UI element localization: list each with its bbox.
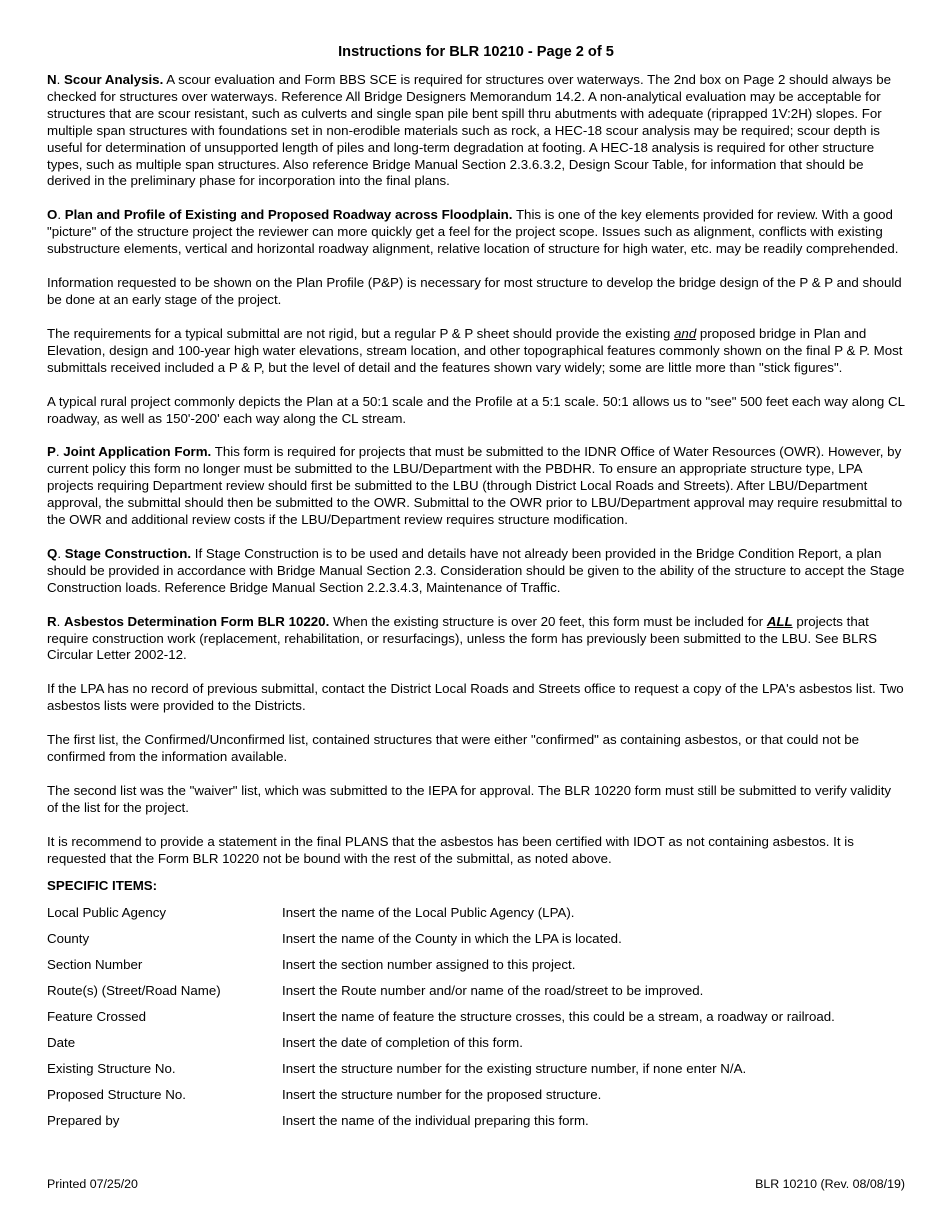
specific-item-desc: Insert the section number assigned to this project. [282, 956, 576, 972]
specific-item-desc: Insert the Route number and/or name of the road/street to be improved. [282, 982, 704, 998]
specific-item-row [47, 931, 905, 957]
specific-items-heading: SPECIFIC ITEMS: [47, 877, 158, 893]
section-q-heading: Stage Construction. [64, 545, 192, 561]
section-q: Q. Stage Construction. If Stage Construction is to be used and details have not already been provided in the Bridge Condition Report, a plan should be provided in accordance with Bridge Manual Section 2.3. Consideration should be given to the ability of the structure to accept the Stage Construction loads. Reference Bridge Manual Section 2.2.3.4.3, Maintenance of Traffic. [47, 545, 905, 595]
specific-item-row [47, 1061, 905, 1087]
specific-item-label: Section Number [47, 956, 143, 972]
section-o-para3 [47, 326, 905, 377]
section-o-para2: Information requested to be shown on the Plan Profile (P&P) is necessary for most structure to develop the bridge design of the P & P and should be done at an early stage of the project. [47, 275, 902, 307]
specific-item-label: Existing Structure No. [47, 1060, 176, 1076]
section-n-text: A scour evaluation and Form BBS SCE is required for structures over waterways. The 2nd box on Page 2 should always be checked for structures over waterways. Reference All Bridge Designers Memorandum 14.2. A non-analytical evaluation may be acceptable for structures that are scour resistant, such as culverts and single span pile bent spill thru abutments with adequate (riprapped 1V:2H) slopes. For multiple span structures with foundations set in non-erodible materials such as rock, a HEC-18 scour analysis may be required; scour depth is useful for determination of unsupported length of piles and long-term degradation at footing. A HEC-18 analysis is required for other structure types, such as multiple span structures. Also reference Bridge Manual Section 2.3.6.3.2, Design Scour Table, for information that should be derived in the preliminary phase for incorporation into the final plans. [47, 72, 892, 189]
specific-item-label: Feature Crossed [47, 1008, 147, 1024]
section-r-letter: R [47, 613, 57, 629]
specific-item-desc: Insert the structure number for the existing structure number, if none enter N/A. [282, 1060, 747, 1076]
section-p-letter: P [47, 444, 56, 460]
specific-item-label: Date [47, 1034, 76, 1050]
specific-item-row [47, 1113, 905, 1139]
specific-item-desc: Insert the name of feature the structure crosses, this could be a stream, a roadway or railroad. [282, 1008, 835, 1024]
form-revision: BLR 10210 (Rev. 08/08/19) [755, 1177, 905, 1191]
specific-item-desc: Insert the name of the County in which the LPA is located. [282, 930, 622, 946]
specific-item-label: Local Public Agency [47, 904, 167, 920]
section-q-letter: Q [47, 545, 58, 561]
specific-item-desc: Insert the date of completion of this form. [282, 1034, 523, 1050]
page-footer [47, 1176, 905, 1193]
specific-items-list [47, 905, 905, 1139]
specific-item-row [47, 983, 905, 1009]
section-o-para3-before: The requirements for a typical submittal are not rigid, but a regular P & P sheet should provide the existing [47, 325, 675, 341]
specific-item-label: Proposed Structure No. [47, 1086, 186, 1102]
section-p: P. Joint Application Form. This form is required for projects that must be submitted to the IDNR Office of Water Resources (OWR). However, by current policy this form no longer must be submitted to the LBU/Department with the PBDHR. To ensure an appropriate structure type, LPA projects requiring Department review should first be submitted to the LBU (through District Local Roads and Streets). After LBU/Department approval, the submittal should then be submitted to the OWR. Submittal to the OWR prior to LBU/Department approval may require resubmittal to the OWR and additional review costs if the LBU/Department review requires structure modification. [47, 444, 903, 528]
specific-item-desc: Insert the name of the individual preparing this form. [282, 1112, 589, 1128]
section-p-heading: Joint Application Form. [63, 444, 212, 460]
specific-item-label: Route(s) (Street/Road Name) [47, 982, 221, 998]
document-page [47, 43, 905, 1139]
specific-item-desc: Insert the structure number for the proposed structure. [282, 1086, 602, 1102]
specific-item-label: County [47, 930, 90, 946]
section-r-para4: The second list was the "waiver" list, which was submitted to the IEPA for approval. The BLR 10220 form must still be submitted to verify validity of the list for the project. [47, 783, 892, 815]
section-r-text-before: When the existing structure is over 20 feet, this form must be included for [329, 613, 767, 629]
section-p-text: This form is required for projects that must be submitted to the IDNR Office of Water Resources (OWR). However, by current policy this form no longer must be submitted to the LBU/Department with the PBDHR. To ensure an appropriate structure type, LPA projects requiring Department review should first be submitted to the LBU (through District Local Roads and Streets). After LBU/Department approval, the submittal should then be submitted to the OWR. Submittal to the OWR prior to LBU/Department approval may require resubmittal to the OWR and additional review costs if the LBU/Department review requires structure modification. [47, 444, 903, 528]
section-o-text: This is one of the key elements provided for review. With a good "picture" of the structure project the reviewer can more quickly get a feel for the project scope. Issues such as alignment, conflicts with existing substructure elements, vertical and horizontal roadway alignment, relative location of structure for high water, etc. may be readily comprehended. [47, 207, 899, 257]
specific-item-row [47, 905, 905, 931]
specific-item-row [47, 957, 905, 983]
section-r: R. Asbestos Determination Form BLR 10220. When the existing structure is over 20 feet, this form must be included for ALL projects that require construction work (replacement, rehabilitation, or resurfacings), unless the form has previously been submitted to the LBU. See BLRS Circular Letter 2002-12. [47, 613, 877, 663]
section-o-para3-emphasis: and [674, 325, 697, 341]
specific-item-row [47, 1009, 905, 1035]
section-r-para3: The first list, the Confirmed/Unconfirmed list, contained structures that were either "confirmed" as containing asbestos, or that could not be confirmed from the information available. [47, 732, 860, 765]
page-title: Instructions for BLR 10210 - Page 2 of 5 [338, 44, 614, 60]
section-q-text: If Stage Construction is to be used and details have not already been provided in the Bridge Condition Report, a plan should be provided in accordance with Bridge Manual Section 2.3. Consideration should be given to the ability of the structure to accept the Stage Construction loads. Reference Bridge Manual Section 2.2.3.4.3, Maintenance of Traffic. [47, 545, 905, 595]
section-o-para4: A typical rural project commonly depicts the Plan at a 50:1 scale and the Profile at a 5:1 scale. 50:1 allows us to "see" 500 feet each way along CL roadway, as well as 150'-200' each way along the CL stream. [47, 393, 905, 426]
section-n-letter: N [47, 72, 57, 87]
section-o-letter: O [47, 207, 58, 223]
specific-item-desc: Insert the name of the Local Public Agency (LPA). [282, 904, 575, 920]
section-r-text-after: projects that require construction work (replacement, rehabilitation, or resurfacings), unless the form has previously been submitted to the LBU. See BLRS Circular Letter 2002-12. [47, 613, 877, 663]
specific-item-row [47, 1035, 905, 1061]
section-r-heading: Asbestos Determination Form BLR 10220. [64, 613, 330, 629]
printed-date: Printed 07/25/20 [47, 1177, 138, 1191]
section-r-para5: It is recommend to provide a statement in the final PLANS that the asbestos has been certified with IDOT as not containing asbestos. It is requested that the Form BLR 10220 not be bound with the rest of the submittal, as noted above. [47, 833, 854, 866]
specific-item-label: Prepared by [47, 1112, 120, 1128]
section-n: N. Scour Analysis. A scour evaluation and Form BBS SCE is required for structures over waterways. The 2nd box on Page 2 should always be checked for structures over waterways. Reference All Bridge Designers Memorandum 14.2. A non-analytical evaluation may be acceptable for structures that are scour resistant, such as culverts and single span pile bent spill thru abutments with adequate (riprapped 1V:2H) slopes. For multiple span structures with foundations set in non-erodible materials such as rock, a HEC-18 scour analysis may be required; scour depth is useful for determination of unsupported length of piles and long-term degradation at footing. A HEC-18 analysis is required for other structure types, such as multiple span structures. Also reference Bridge Manual Section 2.3.6.3.2, Design Scour Table, for information that should be derived in the preliminary phase for incorporation into the final plans. [47, 72, 892, 189]
specific-item-row [47, 1087, 905, 1113]
section-r-para2: If the LPA has no record of previous submittal, contact the District Local Roads and Streets office to request a copy of the LPA's asbestos list. Two asbestos lists were provided to the Districts. [47, 681, 904, 714]
section-o: O. Plan and Profile of Existing and Proposed Roadway across Floodplain. This is one of the key elements provided for review. With a good "picture" of the structure project the reviewer can more quickly get a feel for the project scope. Issues such as alignment, conflicts with existing substructure elements, vertical and horizontal roadway alignment, relative location of structure for high water, etc. may be readily comprehended. [47, 207, 899, 257]
section-n-heading: Scour Analysis. [64, 72, 164, 87]
section-o-heading: Plan and Profile of Existing and Proposed Roadway across Floodplain. [64, 207, 513, 223]
section-o-para3-after: proposed bridge in Plan and Elevation, design and 100-year high water elevations, stream location, and other topographical features commonly shown on the final P & P. Most submittals received included a P & P, but the level of detail and the features shown vary widely; some are little more than "stick figures". [47, 325, 903, 375]
section-r-emphasis: ALL [766, 613, 793, 629]
